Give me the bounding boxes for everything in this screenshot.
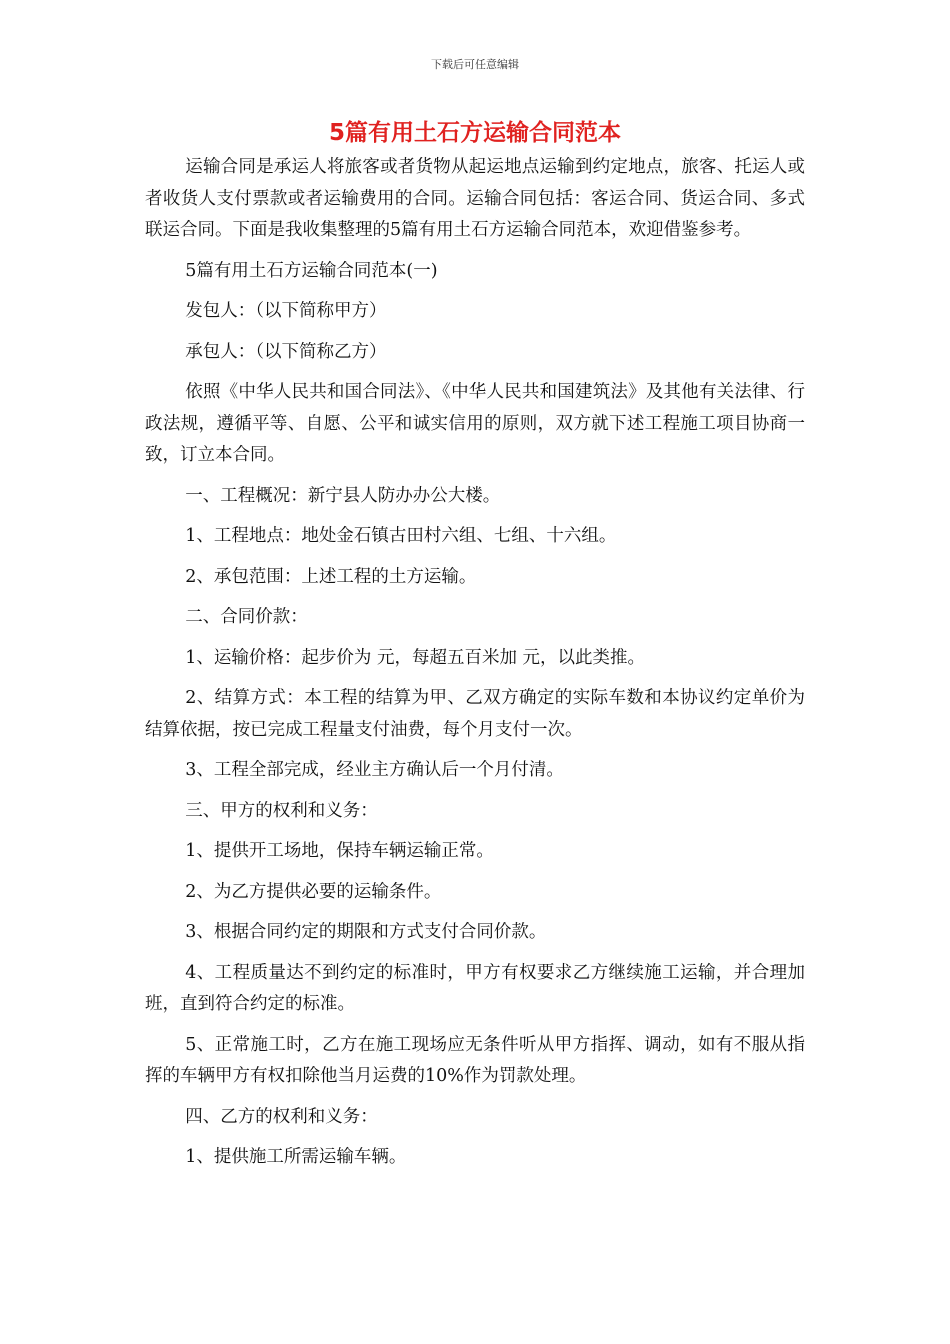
contract-subtitle: 5篇有用土石方运输合同范本(一) <box>185 260 438 281</box>
clause-paragraph: 1、提供施工所需运输车辆。 <box>185 1147 407 1167</box>
section-heading: 二、合同价款： <box>185 607 308 627</box>
party-a-line: 发包人：（以下简称甲方） <box>185 301 387 321</box>
clause-paragraph: 4、工程质量达不到约定的标准时，甲方有权要求乙方继续施工运输，并合理加班，直到符合约定的标准。 <box>145 962 805 1014</box>
header-note: 下载后可任意编辑 <box>431 58 519 71</box>
party-b-line: 承包人：（以下简称乙方） <box>185 341 387 362</box>
section-heading: 三、甲方的权利和义务： <box>185 800 378 821</box>
document-body <box>145 152 805 1174</box>
clause-paragraph: 5、正常施工时，乙方在施工现场应无条件听从甲方指挥、调动，如有不服从指挥的车辆甲方有权扣除他当月运费的10%作为罚款处理。 <box>145 1034 805 1086</box>
clause-paragraph: 2、承包范围：上述工程的土方运输。 <box>185 566 477 587</box>
clause-paragraph: 1、运输价格：起步价为 元，每超五百米加 元，以此类推。 <box>185 647 646 668</box>
clause-paragraph: 3、根据合同约定的期限和方式支付合同价款。 <box>185 922 547 942</box>
clause-paragraph: 1、工程地点：地处金石镇古田村六组、七组、十六组。 <box>185 526 617 546</box>
clause-paragraph: 1、提供开工场地，保持车辆运输正常。 <box>185 841 494 861</box>
clause-paragraph: 2、为乙方提供必要的运输条件。 <box>185 881 442 902</box>
section-heading: 四、乙方的权利和义务： <box>185 1106 378 1127</box>
section-heading: 一、工程概况：新宁县人防办办公大楼。 <box>185 485 501 506</box>
clause-paragraph: 2、结算方式：本工程的结算为甲、乙双方确定的实际车数和本协议约定单价为结算依据，按已完成工程量支付油费，每个月支付一次。 <box>145 688 805 740</box>
document-title: 5篇有用土石方运输合同范本 <box>328 120 621 146</box>
clause-paragraph: 3、工程全部完成，经业主方确认后一个月付清。 <box>185 760 564 780</box>
intro-paragraph: 运输合同是承运人将旅客或者货物从起运地点运输到约定地点，旅客、托运人或者收货人支付票款或者运输费用的合同。运输合同包括：客运合同、货运合同、多式联运合同。下面是我收集整理的5篇有用土石方运输合同范本，欢迎借鉴参考。 <box>145 157 805 240</box>
legal-basis-paragraph: 依照《中华人民共和国合同法》、《中华人民共和国建筑法》及其他有关法律、行政法规，遵循平等、自愿、公平和诚实信用的原则，双方就下述工程施工项目协商一致，订立本合同。 <box>145 382 805 465</box>
